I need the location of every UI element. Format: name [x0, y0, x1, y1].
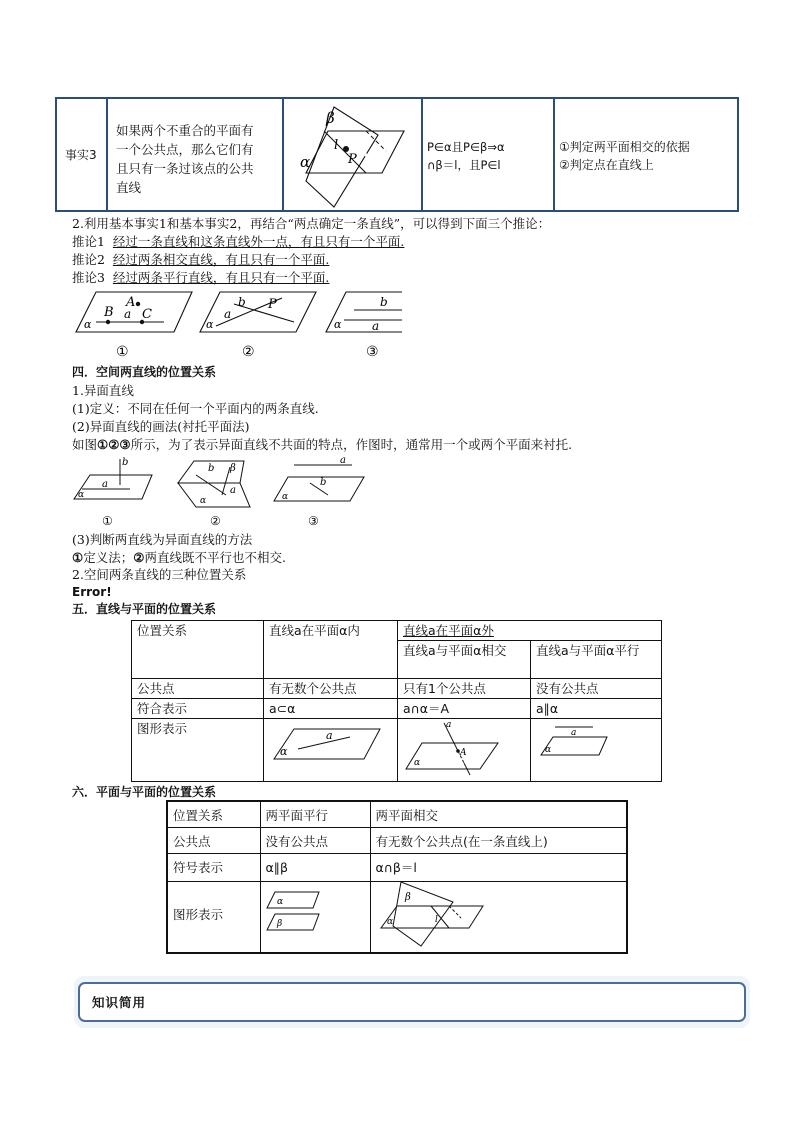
fact3-statement: 如果两个不重合的平面有 一个公共点，那么它们有 且只有一条过该点的公共 直线: [116, 123, 254, 195]
skew3-a: a: [340, 455, 346, 466]
corollary-figures: [72, 290, 402, 362]
pp-fig-intersect-beta: β: [404, 891, 411, 903]
skew2-beta: β: [230, 463, 236, 474]
fact3-p-label: P: [348, 152, 357, 167]
lp-h-parallel: 直线a与平面α平行: [530, 641, 661, 679]
lp-h-in: 直线a在平面α内: [264, 621, 398, 679]
fact3-label: 事实3: [65, 148, 97, 162]
section4-error: Error!: [72, 585, 112, 599]
section4-judge-methods: ①定义法；②两直线既不平行也不相交.: [72, 550, 286, 565]
fig1-alpha: α: [84, 318, 92, 331]
knowledge-title: 知识简用: [92, 995, 147, 1010]
pp-fig-parallel-beta: β: [276, 918, 282, 929]
corollary-intro: 2.利用基本事实1和基本事实2，再结合“两点确定一条直线”，可以得到下面三个推论：: [72, 216, 551, 231]
skew3-alpha: α: [282, 492, 289, 502]
fig2-alpha: α: [206, 318, 214, 331]
skew2-num: ②: [210, 514, 221, 528]
corollary-2: 推论2 经过两条相交直线，有且只有一个平面.: [72, 252, 330, 267]
lp-fig-in: [264, 719, 396, 777]
pp-h-parallel: 两平面平行: [260, 801, 370, 827]
section4-judge: (3)判断两直线为异面直线的方法: [72, 532, 253, 547]
section6-title: 六．平面与平面的位置关系: [72, 785, 217, 799]
pp-h-intersect: 两平面相交: [370, 801, 627, 827]
lp-h-position: 位置关系: [132, 621, 264, 679]
corollary-3: 推论3 经过两条平行直线，有且只有一个平面.: [72, 270, 330, 285]
lp-c-in: 有无数个公共点: [264, 679, 398, 699]
corollary-1: 推论1 经过一条直线和这条直线外一点，有且只有一个平面.: [72, 234, 405, 249]
section4-sub2: 2.空间两条直线的三种位置关系: [72, 567, 247, 582]
fig1-B: B: [104, 305, 114, 320]
pp-fig-parallel: [261, 882, 369, 948]
pp-fig-parallel-alpha: α: [276, 896, 283, 907]
lp-fig-parallel: [531, 719, 661, 777]
skew2-b: b: [208, 463, 215, 474]
section5-title: 五．直线与平面的位置关系: [72, 602, 217, 616]
fig3-b: b: [380, 295, 388, 309]
lp-fig-in-alpha: α: [280, 745, 288, 758]
fig2-a: a: [224, 307, 232, 321]
line-plane-table: [131, 620, 662, 782]
pp-s-parallel: α∥β: [260, 853, 370, 881]
skew2-alpha: α: [200, 496, 207, 506]
fact3-alpha-label: α: [300, 153, 311, 171]
pp-r-figure: 图形表示: [167, 881, 260, 953]
lp-s-in: a⊂α: [264, 699, 398, 719]
lp-fig-intersect-a: a: [445, 720, 452, 730]
skew1-a: a: [102, 479, 108, 490]
fig2-num: ②: [242, 344, 255, 360]
pp-s-intersect: α∩β＝l: [370, 853, 627, 881]
section4-title: 四．空间两直线的位置关系: [72, 365, 217, 379]
fig2-b: b: [238, 295, 246, 309]
lp-fig-in-a: a: [326, 729, 333, 742]
fig1-a: a: [124, 307, 132, 321]
pp-fig-intersect-alpha: α: [386, 916, 393, 927]
skew2-a: a: [230, 485, 236, 496]
fact3-beta-label: β: [326, 109, 335, 127]
lp-h-intersect: 直线a与平面α相交: [397, 641, 530, 679]
lp-s-parallel: a∥α: [530, 699, 661, 719]
section4-desc: 如图①②③所示，为了表示异面直线不共面的特点，作图时，通常用一个或两个平面来衬托.: [72, 437, 573, 452]
lp-fig-parallel-alpha: α: [544, 745, 552, 755]
fig3-num: ③: [366, 344, 379, 360]
pp-c-intersect: 有无数个公共点(在一条直线上): [370, 827, 627, 853]
fig2-P: P: [268, 297, 277, 312]
skew3-num: ③: [308, 514, 319, 528]
lp-r-figure: 图形表示: [132, 719, 264, 782]
section4-sub1: 1.异面直线: [72, 383, 134, 398]
knowledge-box: [78, 982, 746, 1022]
lp-s-intersect: a∩α＝A: [397, 699, 530, 719]
skew1-num: ①: [102, 514, 113, 528]
lp-fig-intersect: [398, 719, 530, 777]
lp-h-out: 直线a在平面α外: [397, 621, 661, 641]
fact3-use: ①判定两平面相交的依据 ②判定点在直线上: [559, 140, 690, 172]
pp-r-symbol: 符号表示: [167, 853, 260, 881]
section4-draw: (2)异面直线的画法(衬托平面法): [72, 419, 250, 434]
fact3-figure: [286, 101, 420, 210]
fig3-alpha: α: [334, 318, 342, 331]
fig1-A: A: [126, 295, 136, 310]
pp-fig-intersect: [371, 882, 626, 948]
fact3-l-label: l: [334, 138, 339, 153]
skew3-b: b: [320, 477, 327, 488]
lp-fig-intersect-A: A: [459, 748, 467, 758]
lp-r-common: 公共点: [132, 679, 264, 699]
lp-fig-parallel-a: a: [570, 728, 577, 738]
fig1-C: C: [142, 307, 152, 322]
lp-c-parallel: 没有公共点: [530, 679, 661, 699]
section4-def: (1)定义：不同在任何一个平面内的两条直线.: [72, 401, 319, 416]
fig1-num: ①: [116, 344, 129, 360]
skew-figures: [70, 455, 370, 531]
lp-c-intersect: 只有1个公共点: [397, 679, 530, 699]
fact3-symbol: P∈α且P∈β⇒α ∩β＝l，且P∈l: [427, 140, 505, 172]
pp-c-parallel: 没有公共点: [260, 827, 370, 853]
lp-fig-intersect-alpha: α: [413, 758, 421, 768]
plane-plane-table: [166, 800, 628, 954]
pp-r-common: 公共点: [167, 827, 260, 853]
fig3-a: a: [372, 319, 380, 333]
fact3-table: [55, 97, 739, 212]
pp-fig-intersect-l: l: [434, 914, 438, 925]
pp-h-position: 位置关系: [167, 801, 260, 827]
skew1-alpha: α: [78, 490, 85, 500]
lp-r-symbol: 符合表示: [132, 699, 264, 719]
skew1-b: b: [122, 457, 129, 468]
